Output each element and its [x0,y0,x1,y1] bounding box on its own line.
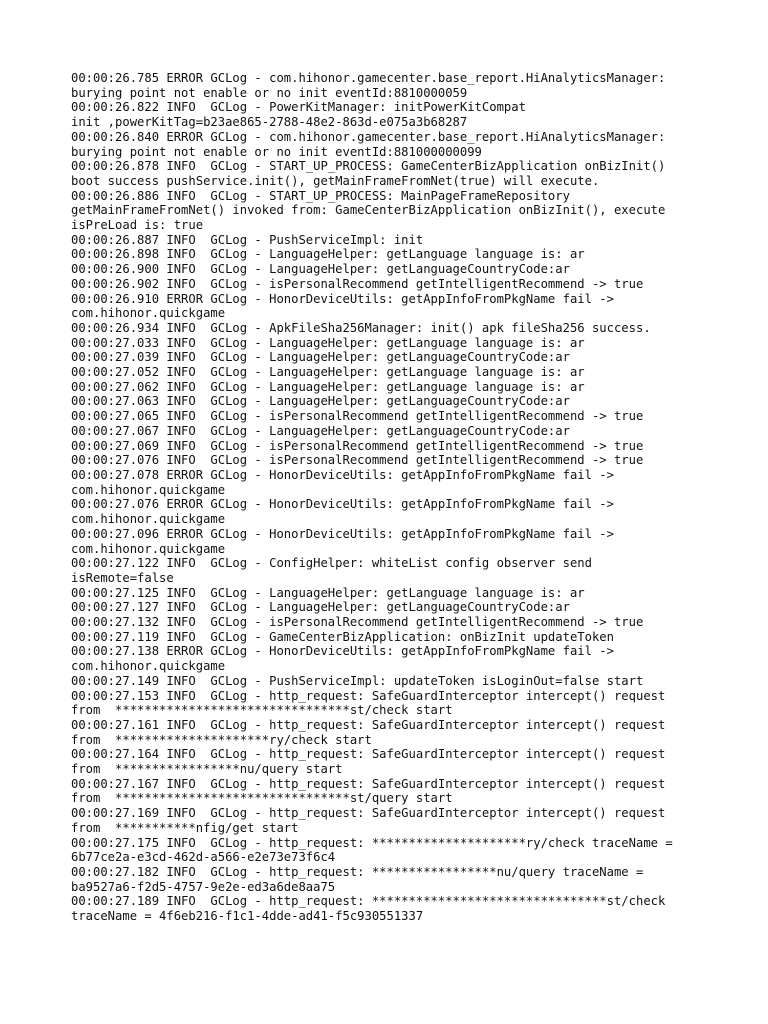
log-line: from ***********nfig/get start [71,820,299,835]
log-line: 00:00:27.169 INFO GCLog - http_request: SafeGuardInterceptor intercept() request [71,806,666,821]
log-line: com.hihonor.quickgame [71,541,226,556]
log-line: from *********************ry/check start [71,732,372,747]
log-line: from *****************nu/query start [71,762,343,777]
log-line: ba9527a6-f2d5-4757-9e2e-ed3a6de8aa75 [71,879,336,894]
log-line: 00:00:27.033 INFO GCLog - LanguageHelper: getLanguage language is: ar [71,335,585,350]
log-line: 00:00:27.069 INFO GCLog - isPersonalRecommend getIntelligentRecommend -> true [71,438,644,453]
log-line: 00:00:26.900 INFO GCLog - LanguageHelper: getLanguageCountryCode:ar [71,262,570,277]
log-line: 00:00:27.076 ERROR GCLog - HonorDeviceUtils: getAppInfoFromPkgName fail -> [71,497,614,512]
log-line: isRemote=false [71,570,174,585]
log-line: 00:00:26.840 ERROR GCLog - com.hihonor.gamecenter.base_report.HiAnalyticsManager: [71,129,666,144]
log-line: 00:00:27.119 INFO GCLog - GameCenterBizApplication: onBizInit updateToken [71,629,614,644]
log-line: isPreLoad is: true [71,218,204,233]
log-line: 00:00:26.934 INFO GCLog - ApkFileSha256Manager: init() apk fileSha256 success. [71,320,651,335]
log-line: 00:00:26.878 INFO GCLog - START_UP_PROCESS: GameCenterBizApplication onBizInit() [71,159,666,174]
log-line: 00:00:27.149 INFO GCLog - PushServiceImpl: updateToken isLoginOut=false start [71,673,644,688]
log-line: traceName = 4f6eb216-f1c1-4dde-ad41-f5c930551337 [71,909,424,924]
log-line: 00:00:27.052 INFO GCLog - LanguageHelper: getLanguage language is: ar [71,365,585,380]
log-line: 00:00:26.898 INFO GCLog - LanguageHelper: getLanguage language is: ar [71,247,585,262]
log-line: 00:00:26.785 ERROR GCLog - com.hihonor.gamecenter.base_report.HiAnalyticsManager: [71,71,666,85]
log-line: 00:00:27.164 INFO GCLog - http_request: SafeGuardInterceptor intercept() request [71,747,666,762]
log-line: 00:00:27.189 INFO GCLog - http_request: ********************************st/check [71,894,666,909]
log-line: 00:00:27.182 INFO GCLog - http_request: *****************nu/query traceName = [71,864,644,879]
log-line: 00:00:27.161 INFO GCLog - http_request: SafeGuardInterceptor intercept() request [71,717,666,732]
log-line: com.hihonor.quickgame [71,659,226,674]
log-line: 00:00:26.902 INFO GCLog - isPersonalRecommend getIntelligentRecommend -> true [71,276,644,291]
log-line: 00:00:27.039 INFO GCLog - LanguageHelper: getLanguageCountryCode:ar [71,350,570,365]
log-line: 00:00:27.138 ERROR GCLog - HonorDeviceUtils: getAppInfoFromPkgName fail -> [71,644,614,659]
log-line: 00:00:26.886 INFO GCLog - START_UP_PROCESS: MainPageFrameRepository [71,188,570,203]
log-line: from ********************************st/query start [71,791,453,806]
log-text-document [71,71,751,924]
log-line: 00:00:27.062 INFO GCLog - LanguageHelper: getLanguage language is: ar [71,379,585,394]
log-line: 00:00:26.910 ERROR GCLog - HonorDeviceUtils: getAppInfoFromPkgName fail -> [71,291,614,306]
log-line: getMainFrameFromNet() invoked from: GameCenterBizApplication onBizInit(), execute [71,203,666,218]
log-line: 00:00:27.122 INFO GCLog - ConfigHelper: whiteList config observer send [71,556,592,571]
log-line: 00:00:27.096 ERROR GCLog - HonorDeviceUtils: getAppInfoFromPkgName fail -> [71,526,614,541]
log-line: burying point not enable or no init eventId:8810000059 [71,85,468,100]
log-line: 00:00:26.887 INFO GCLog - PushServiceImpl: init [71,232,424,247]
log-line: 00:00:26.822 INFO GCLog - PowerKitManager: initPowerKitCompat [71,100,526,115]
log-line: com.hihonor.quickgame [71,482,226,497]
log-line: 6b77ce2a-e3cd-462d-a566-e2e73e73f6c4 [71,850,336,865]
log-line: burying point not enable or no init eventId:881000000099 [71,144,482,159]
log-line: 00:00:27.078 ERROR GCLog - HonorDeviceUtils: getAppInfoFromPkgName fail -> [71,467,614,482]
log-line: 00:00:27.175 INFO GCLog - http_request: *********************ry/check traceName = [71,835,673,850]
log-line: 00:00:27.067 INFO GCLog - LanguageHelper: getLanguageCountryCode:ar [71,423,570,438]
log-line: boot success pushService.init(), getMainFrameFromNet(true) will execute. [71,173,600,188]
log-line: 00:00:27.167 INFO GCLog - http_request: SafeGuardInterceptor intercept() request [71,776,666,791]
log-line: 00:00:27.153 INFO GCLog - http_request: SafeGuardInterceptor intercept() request [71,688,666,703]
log-line: from ********************************st/check start [71,703,453,718]
log-line: 00:00:27.125 INFO GCLog - LanguageHelper: getLanguage language is: ar [71,585,585,600]
log-line: 00:00:27.065 INFO GCLog - isPersonalRecommend getIntelligentRecommend -> true [71,409,644,424]
log-line: 00:00:27.127 INFO GCLog - LanguageHelper: getLanguageCountryCode:ar [71,600,570,615]
log-line: init ,powerKitTag=b23ae865-2788-48e2-863d-e075a3b68287 [71,115,468,130]
log-line: com.hihonor.quickgame [71,306,226,321]
log-line: 00:00:27.076 INFO GCLog - isPersonalRecommend getIntelligentRecommend -> true [71,453,644,468]
log-line: 00:00:27.132 INFO GCLog - isPersonalRecommend getIntelligentRecommend -> true [71,615,644,630]
log-line: 00:00:27.063 INFO GCLog - LanguageHelper: getLanguageCountryCode:ar [71,394,570,409]
log-line: com.hihonor.quickgame [71,512,226,527]
